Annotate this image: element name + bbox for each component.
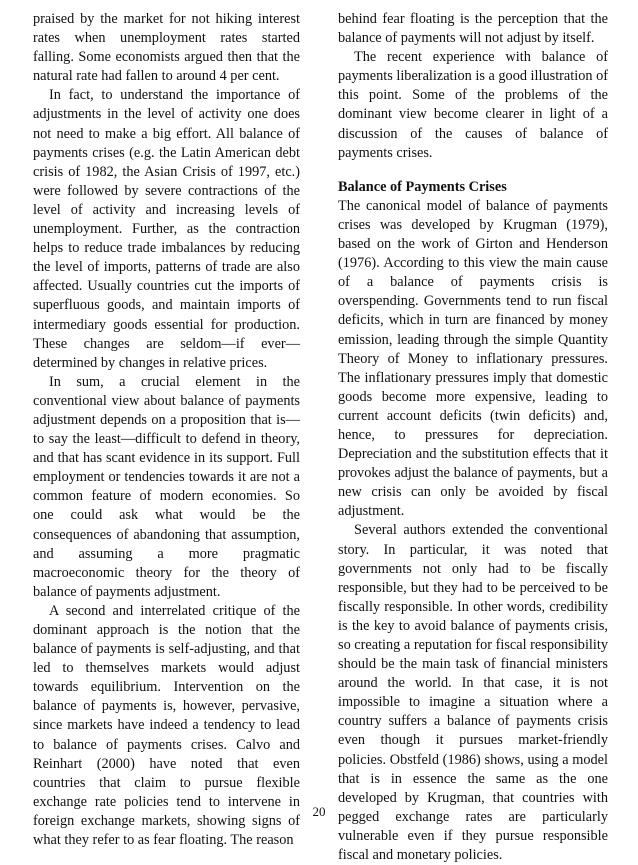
body-paragraph: Several authors extended the conventional story. In particular, it was noted that governments not only had to be fiscally responsible, but they had to be perceived to be fiscally responsible. In other words, credibility is the key to avoid balance of payments crisis, so creating a reputation for fiscal responsibility should be the main task of financial ministers around the world. In that case, it is not impossible to imagine a situation where a country suffers a balance of payments crisis even though it pursues market-friendly policies. Obstfeld (1986) shows, using a model that is in essence the same as the one developed by Krugman, that countries with pegged exchange rates are particularly vulnerable even if they pursue responsible fiscal and monetary policies. <box>338 522 608 864</box>
body-paragraph: A second and interrelated critique of the dominant approach is the notion that the balance of payments is self-adjusting, and that led to themselves markets would adjust towards equilibrium. Intervention on the balance of payments is, however, pervasive, since markets have indeed a tendency to lead to balance of payments crises. Calvo and Reinhart (2000) have noted that even countries that claim to pursue flexible exchange rate policies tend to intervene in foreign exchange markets, showing signs of what they refer to as fear floating. The reason <box>33 602 300 849</box>
section-heading: Balance of Payments Crises <box>338 178 507 195</box>
page-number: 20 <box>312 804 326 819</box>
body-paragraph: In fact, to understand the importance of adjustments in the level of activity one does not need to make a big effort. All balance of payments crises (e.g. the Latin American debt crisis of 1982, the Asian Crisis of 1997, etc.) were followed by severe contractions of the level of activity and increasing levels of unemployment. Further, as the contraction helps to reduce trade imbalances by reducing the level of imports, patterns of trade are also affected. Usually countries cut the imports of superfluous goods, and maintain imports of intermediary goods essential for production. These changes are seldom—if ever—determined by changes in relative prices. <box>33 87 300 371</box>
left-column <box>33 10 300 850</box>
body-paragraph: praised by the market for not hiking interest rates when unemployment rates started falling. Some economists argued then that the natural rate had fallen to around 4 per cent. <box>33 11 300 85</box>
right-column <box>338 10 608 865</box>
body-paragraph: behind fear floating is the perception that the balance of payments will not adjust by itself. <box>338 11 608 47</box>
body-paragraph: In sum, a crucial element in the conventional view about balance of payments adjustment depends on a proposition that is—to say the least—difficult to defend in theory, and that has scant evidence in its support. Full employment or tendencies towards it are not a common feature of modern economies. So one could ask what would be the consequences of abandoning that assumption, and assuming a more pragmatic macroeconomic theory for the theory of balance of payments adjustment. <box>33 373 300 600</box>
body-paragraph: The canonical model of balance of payments crises was developed by Krugman (1979), based on the work of Girton and Henderson (1976). According to this view the main cause of a balance of payments crisis is overspending. Governments tend to run fiscal deficits, which in turn are financed by money emission, leading through the simple Quantity Theory of Money to inflationary pressures. The inflationary pressures imply that domestic goods become more expensive, leading to current account deficits (twin deficits) and, hence, to pressures for depreciation. Depreciation and the substitution effects that it provokes adjust the balance of payments, but a new crisis can only be avoided by fiscal adjustment. <box>338 197 608 520</box>
body-paragraph: The recent experience with balance of payments liberalization is a good illustration of this point. Some of the problems of the dominant view become clearer in light of a discussion of the causes of balance of payments crises. <box>338 49 608 161</box>
